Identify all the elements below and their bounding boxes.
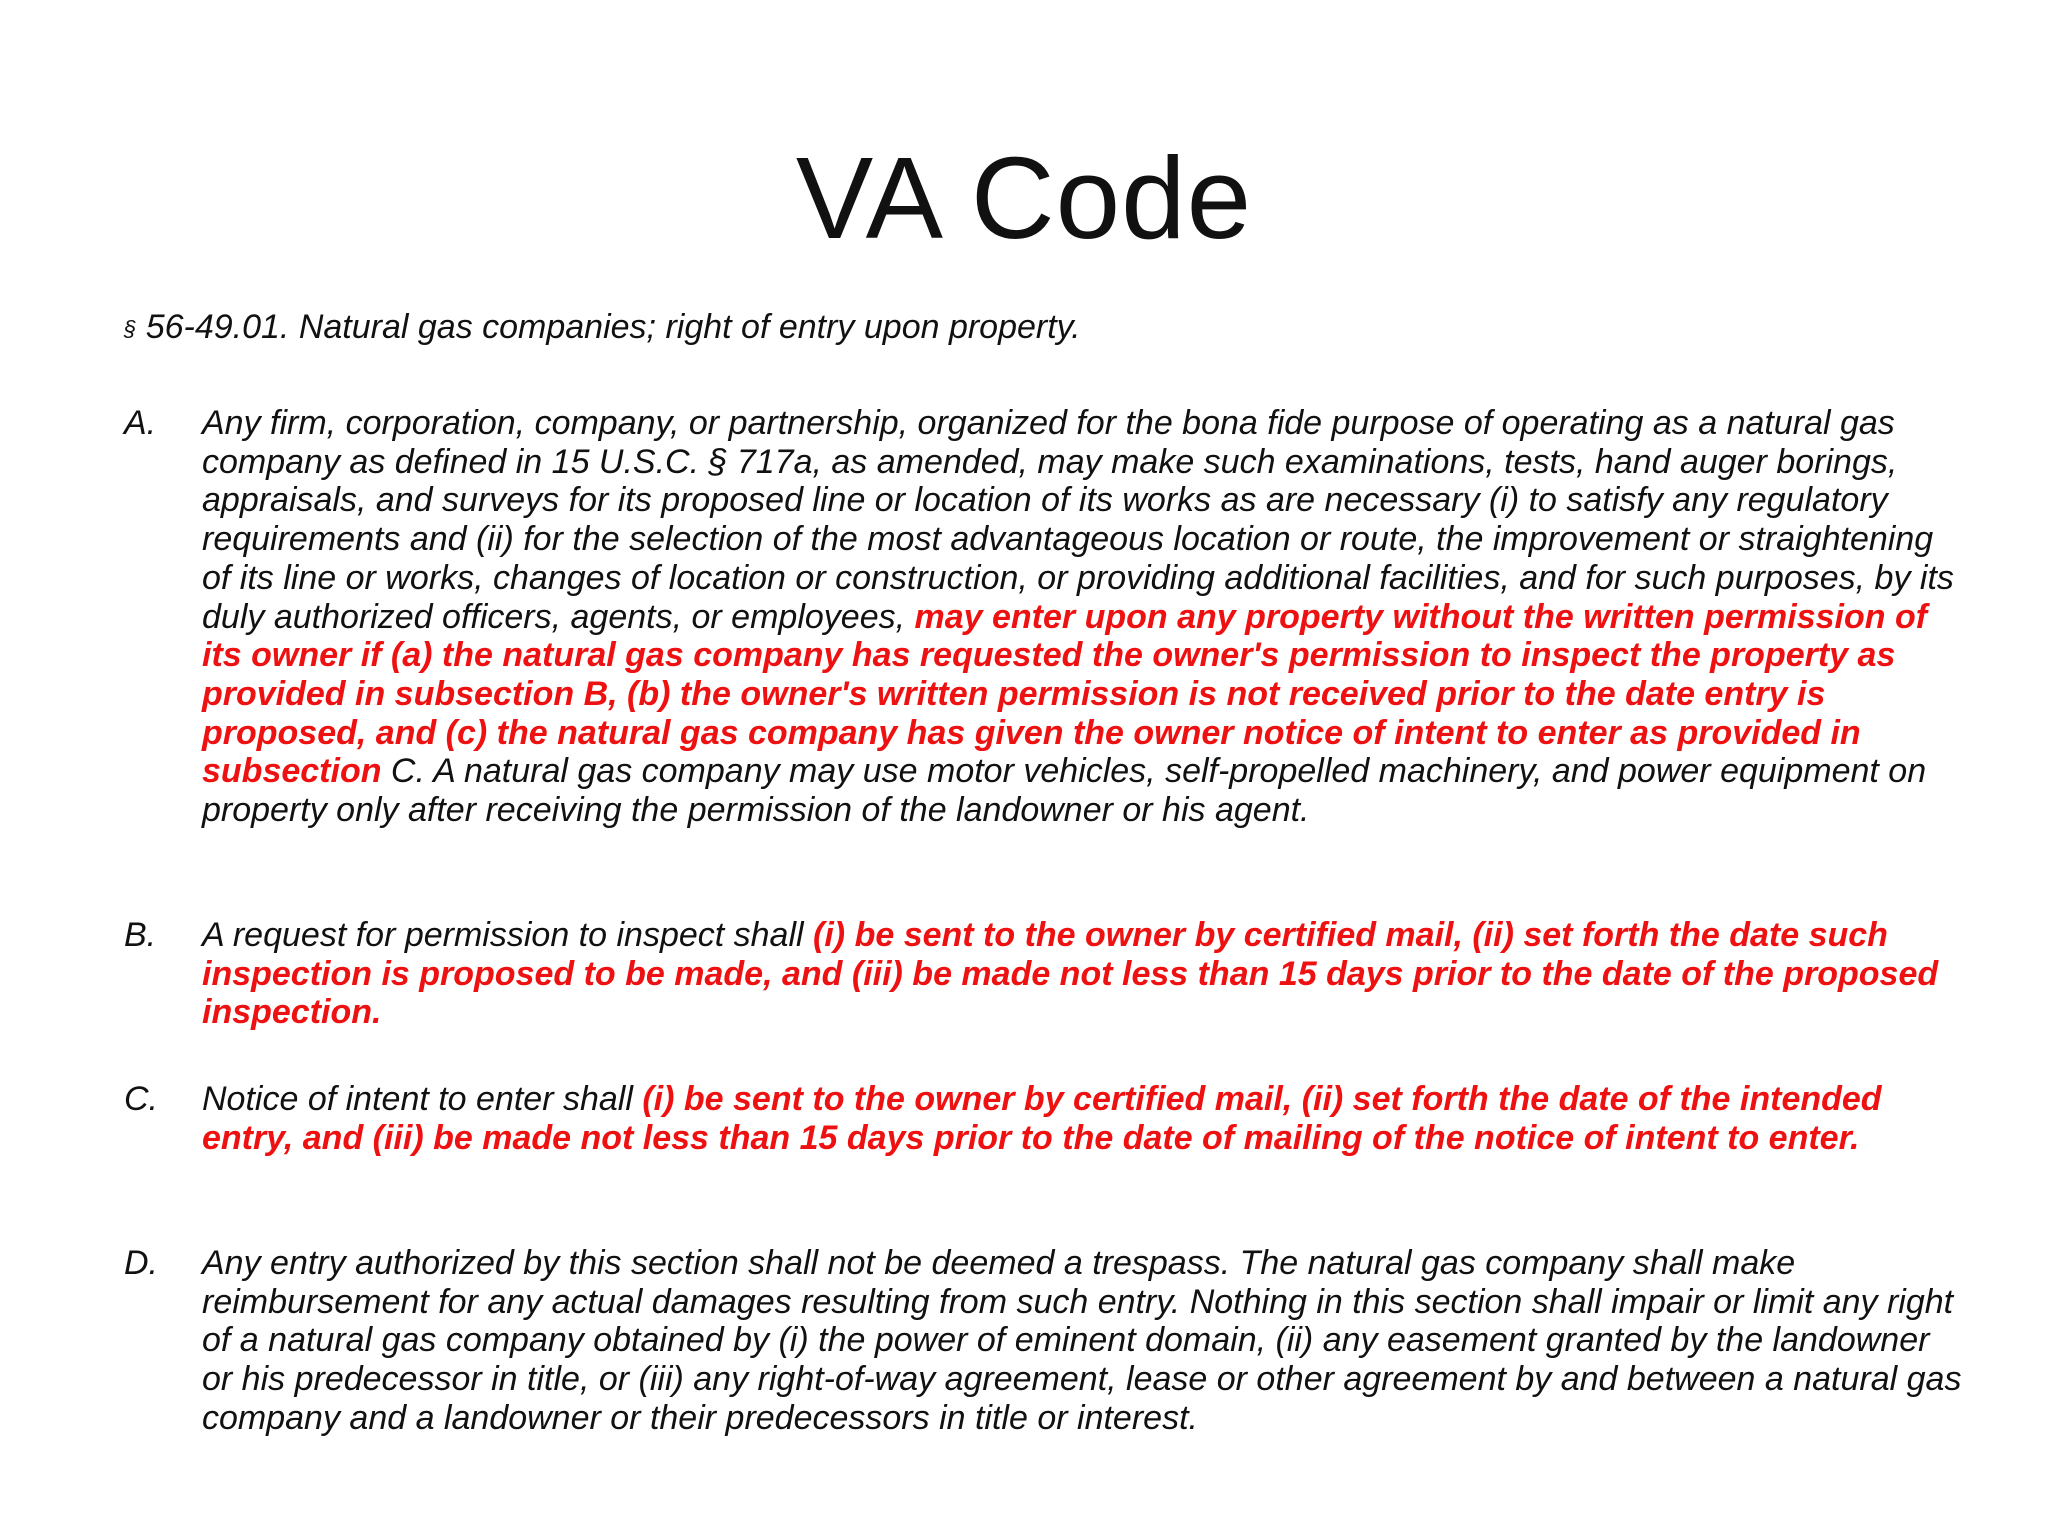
paragraph-letter: C. <box>124 1080 158 1118</box>
paragraph-text: A request for permission to inspect shall <box>202 916 814 954</box>
paragraph-d <box>124 1244 1964 1438</box>
paragraph-body <box>202 916 1962 1032</box>
highlighted-text: (i) be sent to the owner by certified mail, (ii) set forth the date such inspection is proposed to be made, and (iii) be made not less than 15 days prior to the date of the proposed inspection. <box>202 916 1939 1032</box>
paragraph-letter: B. <box>124 916 157 954</box>
highlighted-text: (i) be sent to the owner by certified mail, (ii) set forth the date of the intended entry, and (iii) be made not less than 15 days prior to the date of mailing of the notice of intent to enter. <box>202 1080 1882 1157</box>
paragraph-b <box>124 916 1964 1032</box>
paragraph-body <box>202 1244 1962 1438</box>
highlighted-text: may enter upon any property without the written permission of its owner if (a) the natural gas company has requested the owner's permission to inspect the property as provided in subsection B, (b) the owner's written permission is not received prior to the date entry is proposed, and (c) the natural gas company has given the owner notice of intent to enter as provided in subsection <box>202 597 1928 791</box>
paragraph-text: C. A natural gas company may use motor vehicles, self-propelled machinery, and power equipment on property only after receiving the permission of the landowner or his agent. <box>202 752 1927 830</box>
paragraph-body <box>202 404 1962 830</box>
paragraph-letter: D. <box>124 1244 158 1282</box>
paragraph-text: Notice of intent to enter shall <box>202 1080 643 1118</box>
section-heading <box>124 306 1924 350</box>
slide-title: VA Code <box>795 133 1253 263</box>
paragraph-c <box>124 1080 1964 1157</box>
paragraph-text: Any firm, corporation, company, or partnership, organized for the bona fide purpose of operating as a natural gas company as defined in 15 U.S.C. § 717a, as amended, may make such examinations, tests, hand auger borings, appraisals, and surveys for its proposed line or location of its works as are necessary (i) to satisfy any regulatory requirements and (ii) for the selection of the most advantageous location or route, the improvement or straightening of its line or works, changes of location or construction, or providing additional facilities, and for such purposes, by its duly authorized officers, agents, or employees, <box>202 404 1954 636</box>
paragraph-text: Any entry authorized by this section shall not be deemed a trespass. The natural gas company shall make reimbursement for any actual damages resulting from such entry. Nothing in this section shall impair or limit any right of a natural gas company obtained by (i) the power of eminent domain, (ii) any easement granted by the landowner or his predecessor in title, or (iii) any right-of-way agreement, lease or other agreement by and between a natural gas company and a landowner or their predecessors in title or interest. <box>202 1244 1962 1437</box>
paragraph-body <box>202 1080 1962 1157</box>
paragraph-a <box>124 404 1964 830</box>
paragraph-letter: A. <box>124 404 157 442</box>
section-symbol: § <box>124 316 137 341</box>
section-heading-text: 56-49.01. Natural gas companies; right of entry upon property. <box>145 308 1081 346</box>
